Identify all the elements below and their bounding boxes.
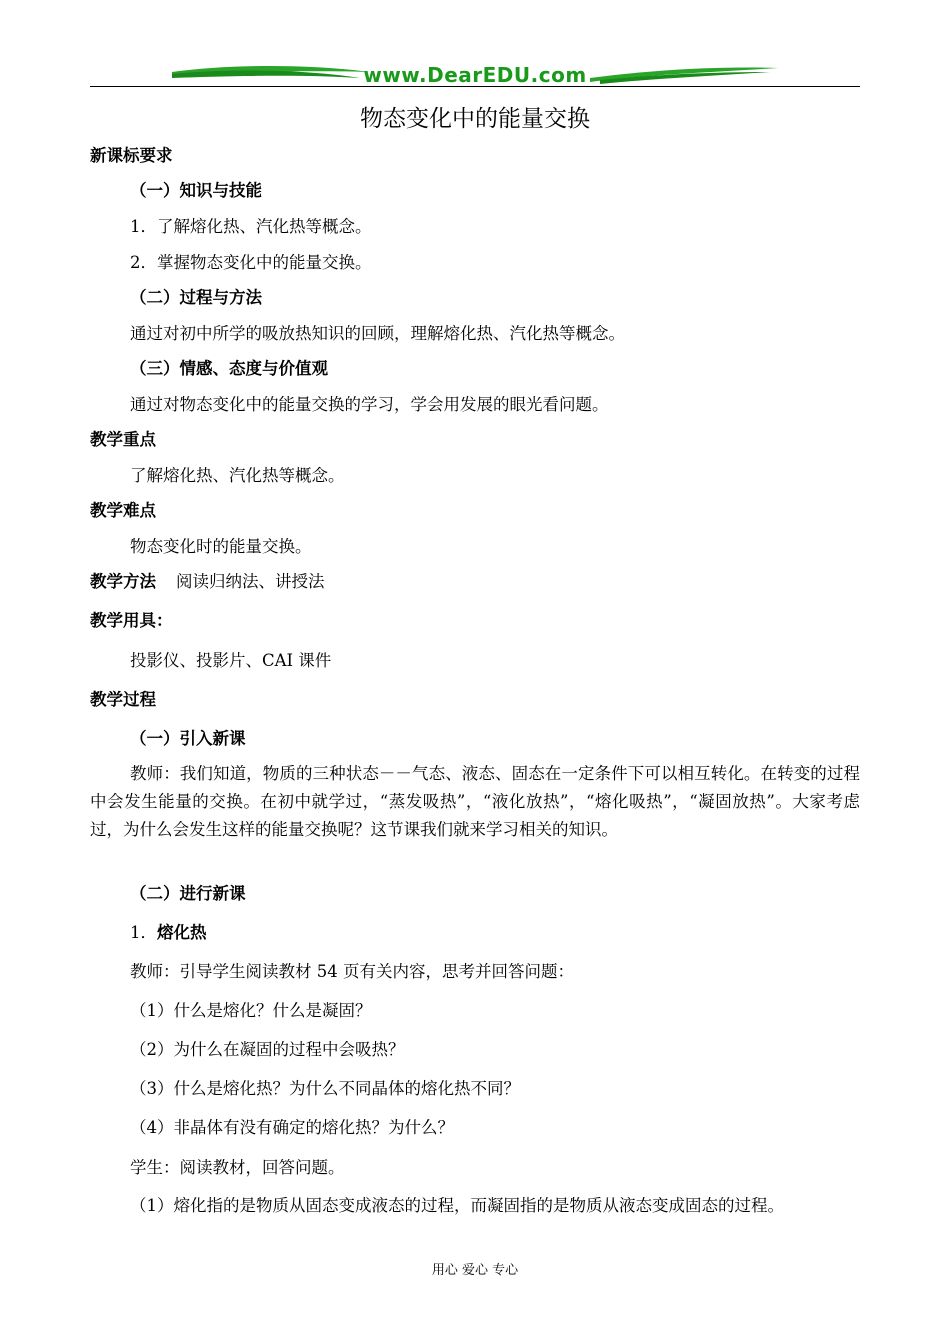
standards-heading: 新课标要求 (90, 146, 173, 165)
page-footer: 用心 爱心 专心 (431, 1263, 519, 1278)
sub-heading-intro: （一）引入新课 (130, 729, 246, 748)
method-line (90, 568, 325, 592)
header-rule (90, 86, 860, 87)
melt-number: 1． (130, 923, 157, 942)
paragraph: 物态变化时的能量交换。 (130, 537, 312, 556)
paragraph: 教师：引导学生阅读教材 54 页有关内容，思考并回答问题： (130, 962, 574, 981)
list-item: 2．掌握物态变化中的能量交换。 (130, 253, 372, 272)
process-heading: 教学过程 (90, 690, 156, 709)
melt-heading-line (130, 919, 207, 943)
question-item: （2）为什么在凝固的过程中会吸热？ (130, 1040, 405, 1059)
paragraph: 通过对物态变化中的能量交换的学习，学会用发展的眼光看问题。 (130, 395, 609, 414)
paragraph: 投影仪、投影片、CAI 课件 (130, 651, 332, 670)
answer-paragraph: （1）熔化指的是物质从固态变成液态的过程，而凝固指的是物质从液态变成固态的过程。 (130, 1196, 784, 1215)
question-item: （4）非晶体有没有确定的熔化热？为什么？ (130, 1118, 454, 1137)
method-heading: 教学方法 (90, 572, 156, 591)
paragraph: 通过对初中所学的吸放热知识的回顾，理解熔化热、汽化热等概念。 (130, 324, 625, 343)
key-heading: 教学重点 (90, 430, 156, 449)
list-item: 1．了解熔化热、汽化热等概念。 (130, 217, 372, 236)
sub-heading-new: （二）进行新课 (130, 884, 246, 903)
sub-heading-process: （二）过程与方法 (130, 288, 262, 307)
sub-heading-knowledge: （一）知识与技能 (130, 181, 262, 200)
difficulty-heading: 教学难点 (90, 501, 156, 520)
paragraph: 学生：阅读教材，回答问题。 (130, 1158, 345, 1177)
sub-heading-attitude: （三）情感、态度与价值观 (130, 359, 328, 378)
question-item: （1）什么是熔化？什么是凝固？ (130, 1001, 372, 1020)
method-text: 阅读归纳法、讲授法 (176, 572, 325, 591)
question-item: （3）什么是熔化热？为什么不同晶体的熔化热不同？ (130, 1079, 520, 1098)
banner-url: www.DearEDU.com (363, 63, 587, 87)
intro-paragraph: 教师：我们知道，物质的三种状态－－气态、液态、固态在一定条件下可以相互转化。在转变的过程中会发生能量的交换。在初中就学过，“蒸发吸热”，“液化放热”，“熔化吸热”，“凝固放热”。大家考虑过，为什么会发生这样的能量交换呢？这节课我们就来学习相关的知识。 (90, 764, 860, 839)
page-title: 物态变化中的能量交换 (360, 106, 590, 132)
tools-heading: 教学用具： (90, 611, 173, 630)
melt-heading: 熔化热 (157, 923, 207, 942)
paragraph: 了解熔化热、汽化热等概念。 (130, 466, 345, 485)
